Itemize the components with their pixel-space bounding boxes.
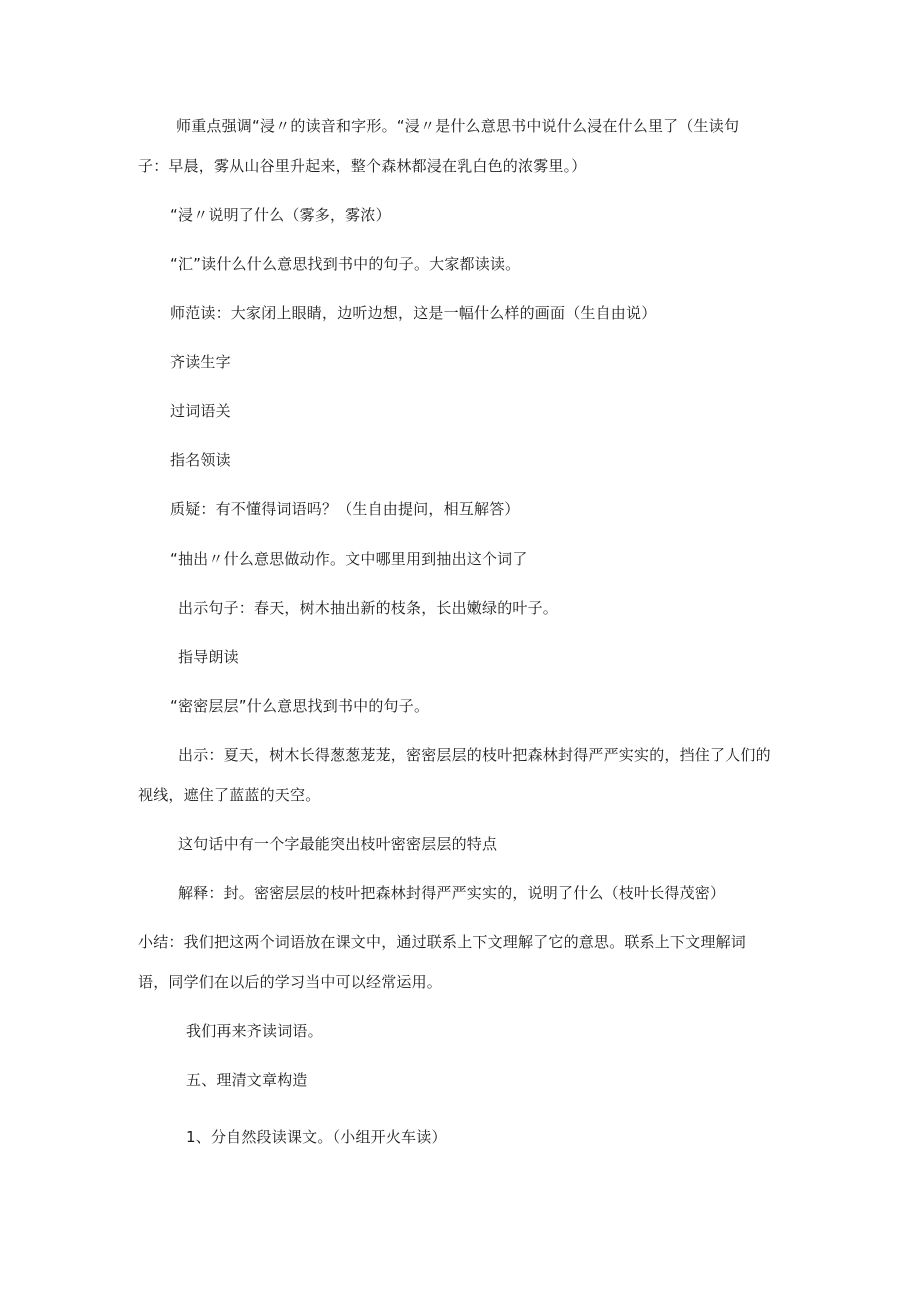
paragraph-line-4: “汇”读什么什么意思找到书中的句子。大家都读读。 bbox=[170, 255, 521, 273]
paragraph-line-17: 解释：封。密密层层的枝叶把森林封得严严实实的，说明了什么（枝叶长得茂密） bbox=[178, 884, 726, 902]
paragraph-line-1: 师重点强调“浸〃的读音和字形。“浸〃是什么意思书中说什么浸在什么里了（生读句 bbox=[176, 117, 740, 135]
paragraph-line-3: “浸〃说明了什么（雾多，雾浓） bbox=[170, 206, 391, 224]
paragraph-line-18: 小结：我们把这两个词语放在课文中，通过联系上下文理解了它的意思。联系上下文理解词 bbox=[138, 933, 747, 951]
paragraph-line-15: 视线，遮住了蓝蓝的天空。 bbox=[138, 786, 321, 804]
paragraph-line-2: 子：早晨，雾从山谷里升起来，整个森林都浸在乳白色的浓雾里。） bbox=[138, 157, 587, 175]
paragraph-line-8: 指名领读 bbox=[170, 451, 231, 469]
paragraph-line-16: 这句话中有一个字最能突出枝叶密密层层的特点 bbox=[178, 835, 498, 853]
paragraph-line-7: 过词语关 bbox=[170, 402, 231, 420]
paragraph-line-13: “密密层层”什么意思找到书中的句子。 bbox=[170, 697, 430, 715]
paragraph-line-6: 齐读生字 bbox=[170, 353, 231, 371]
paragraph-line-12: 指导朗读 bbox=[178, 648, 239, 666]
paragraph-line-5: 师范读：大家闭上眼睛，边听边想，这是一幅什么样的画面（生自由说） bbox=[170, 304, 657, 322]
paragraph-line-22: 1、分自然段读课文。（小组开火车读） bbox=[186, 1128, 447, 1146]
section-heading: 五、理清文章构造 bbox=[186, 1071, 308, 1089]
paragraph-line-14: 出示：夏天，树木长得葱葱茏茏，密密层层的枝叶把森林封得严严实实的，挡住了人们的 bbox=[178, 746, 771, 764]
paragraph-line-20: 我们再来齐读词语。 bbox=[186, 1022, 323, 1040]
paragraph-line-10: “抽出〃什么意思做动作。文中哪里用到抽出这个词了 bbox=[170, 550, 528, 568]
paragraph-line-11: 出示句子：春天，树木抽出新的枝条，长出嫩绿的叶子。 bbox=[178, 599, 559, 617]
paragraph-line-19: 语，同学们在以后的学习当中可以经常运用。 bbox=[138, 973, 443, 991]
paragraph-line-9: 质疑：有不懂得词语吗？（生自由提问，相互解答） bbox=[170, 500, 520, 518]
